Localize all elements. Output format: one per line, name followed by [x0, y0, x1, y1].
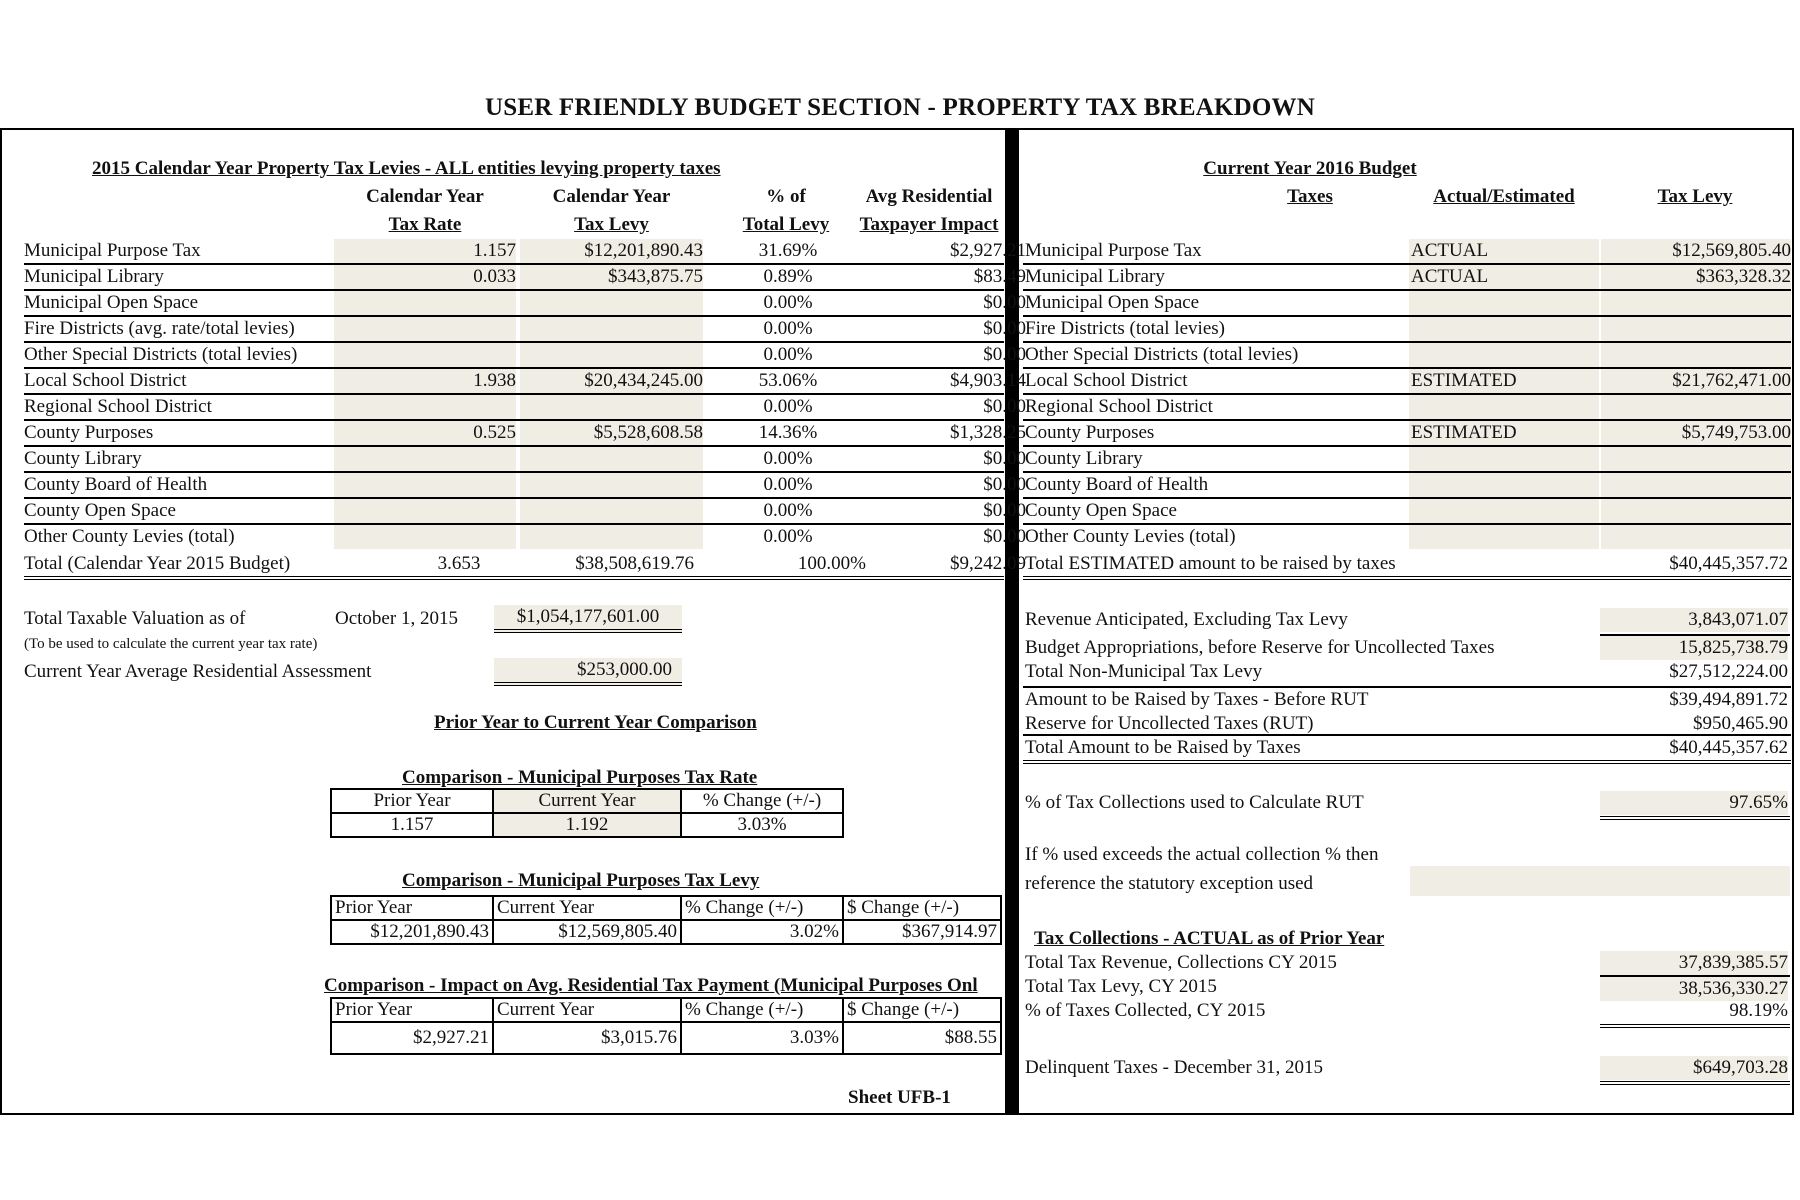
tax-rate [334, 525, 516, 549]
row-label: Municipal Open Space [1025, 292, 1200, 313]
cmp-impact-dollar-header: $ Change (+/-) [843, 998, 1001, 1022]
cmp-levy-pct-header: % Change (+/-) [681, 896, 843, 920]
total-pct: 100.00% [797, 553, 866, 574]
col-tax-levy-header: Tax Levy [1657, 186, 1733, 207]
tax-levy: $21,762,471.00 [1601, 369, 1791, 393]
tax-levy [520, 317, 703, 341]
taxpayer-impact: $0.00 [983, 292, 1026, 313]
pct-taxes-value: 98.19% [1729, 1000, 1788, 1021]
table-row [24, 343, 1026, 369]
cmp-impact-title: Comparison - Impact on Avg. Residential Tax Payment (Municipal Purposes Onl [324, 975, 978, 996]
row-label: County Board of Health [24, 474, 208, 495]
approp-value: 15,825,738.79 [1600, 636, 1788, 660]
rut-value: $950,465.90 [1693, 713, 1788, 734]
table-row [1023, 447, 1791, 473]
total-levy: $38,508,619.76 [575, 553, 694, 574]
tax-levy: $5,528,608.58 [520, 421, 703, 445]
delinquent-value: $649,703.28 [1600, 1056, 1788, 1080]
row-label: Municipal Open Space [24, 292, 199, 313]
row-label: County Purposes [1025, 422, 1155, 443]
taxpayer-impact: $0.00 [983, 396, 1026, 417]
cmp-rate-current: 1.192 [493, 813, 681, 837]
before-rut-label: Amount to be Raised by Taxes - Before RUT [1025, 689, 1369, 710]
delinquent-underline [1600, 1081, 1790, 1085]
tax-levy: $343,875.75 [520, 265, 703, 289]
pct-total: 0.00% [763, 526, 813, 547]
tax-levy [520, 525, 703, 549]
row-label: Fire Districts (avg. rate/total levies) [24, 318, 295, 339]
table-row [1023, 395, 1791, 421]
statutory-exception-field [1410, 866, 1790, 896]
col-taxes-header: Taxes [1287, 186, 1333, 207]
col-levy-header-2: Tax Levy [574, 214, 649, 235]
cmp-rate-prior-header: Prior Year [331, 789, 493, 813]
taxpayer-impact: $1,328.25 [950, 422, 1026, 443]
approp-label: Budget Appropriations, before Reserve for Uncollected Taxes [1025, 637, 1495, 658]
tax-levy [1601, 317, 1791, 341]
table-row [24, 525, 1026, 549]
pct-taxes-label: % of Taxes Collected, CY 2015 [1025, 1000, 1266, 1021]
row-label: Other Special Districts (total levies) [24, 344, 298, 365]
sheet-label: Sheet UFB-1 [848, 1087, 951, 1108]
right-section-title: Current Year 2016 Budget [1203, 158, 1417, 179]
total-underline [24, 576, 1004, 580]
table-row [1023, 239, 1791, 265]
cmp-rate-table [330, 788, 844, 838]
assessment-value: $253,000.00 [494, 658, 682, 686]
row-label: County Open Space [24, 500, 176, 521]
levies-table [24, 239, 1026, 549]
pct-total: 53.06% [758, 370, 818, 391]
row-label: Local School District [24, 370, 187, 391]
cmp-impact-prior: $2,927.21 [331, 1022, 493, 1054]
table-row [24, 239, 1026, 265]
total-raised-underline [1023, 760, 1791, 764]
rev-collect-value: 37,839,385.57 [1600, 951, 1788, 975]
cmp-levy-title: Comparison - Municipal Purposes Tax Levy [402, 870, 760, 891]
levy-cy-value: 38,536,330.27 [1600, 977, 1788, 1001]
taxpayer-impact: $0.00 [983, 526, 1026, 547]
table-row [1023, 291, 1791, 317]
frame-top-border [0, 128, 1794, 130]
total-raised-label: Total Amount to be Raised by Taxes [1025, 737, 1301, 758]
table-row [1023, 317, 1791, 343]
cmp-levy-current-header: Current Year [493, 896, 681, 920]
total-impact: $9,242.09 [950, 553, 1026, 574]
actual-estimated [1409, 447, 1599, 471]
frame-left-border [0, 128, 2, 1115]
tax-levy: $20,434,245.00 [520, 369, 703, 393]
actual-estimated [1409, 317, 1599, 341]
actual-estimated [1409, 291, 1599, 315]
actual-estimated: ACTUAL [1409, 265, 1599, 289]
pct-collect-underline [1600, 816, 1790, 820]
delinquent-label: Delinquent Taxes - December 31, 2015 [1025, 1057, 1324, 1078]
pct-total: 0.00% [763, 474, 813, 495]
actual-estimated [1409, 499, 1599, 523]
total-rate: 3.653 [437, 553, 481, 574]
tax-levy [520, 447, 703, 471]
row-label: Municipal Purpose Tax [24, 240, 201, 261]
cmp-rate-current-header: Current Year [493, 789, 681, 813]
actual-estimated [1409, 395, 1599, 419]
frame-right-border [1792, 128, 1794, 1115]
table-row [1023, 343, 1791, 369]
col-levy-header-1: Calendar Year [552, 186, 671, 207]
page-title: USER FRIENDLY BUDGET SECTION - PROPERTY TAX BREAKDOWN [485, 94, 1315, 121]
cmp-impact-dollar: $88.55 [843, 1022, 1001, 1054]
right-total-value: $40,445,357.72 [1669, 553, 1788, 574]
tax-rate [334, 473, 516, 497]
tax-rate: 1.938 [334, 369, 516, 393]
table-row [1023, 369, 1791, 395]
table-row [24, 499, 1026, 525]
assessment-label: Current Year Average Residential Assessment [24, 661, 372, 682]
col-rate-header-1: Calendar Year [366, 186, 484, 207]
tax-levy [1601, 343, 1791, 367]
taxpayer-impact: $0.00 [983, 344, 1026, 365]
tax-rate: 1.157 [334, 239, 516, 263]
taxpayer-impact: $2,927.21 [950, 240, 1026, 261]
row-label: Municipal Purpose Tax [1025, 240, 1202, 261]
pct-total: 31.69% [758, 240, 818, 261]
before-rut-value: $39,494,891.72 [1669, 689, 1788, 710]
table-row [1023, 421, 1791, 447]
exception-line-1: If % used exceeds the actual collection % then [1025, 844, 1379, 865]
table-row [24, 265, 1026, 291]
cmp-levy-dollar-header: $ Change (+/-) [843, 896, 1001, 920]
table-row [24, 317, 1026, 343]
row-label: Fire Districts (total levies) [1025, 318, 1225, 339]
tax-rate: 0.525 [334, 421, 516, 445]
exception-line-2: reference the statutory exception used [1025, 873, 1314, 894]
table-row [1023, 265, 1791, 291]
rev-collect-label: Total Tax Revenue, Collections CY 2015 [1025, 952, 1337, 973]
cmp-levy-current: $12,569,805.40 [493, 920, 681, 944]
row-label: County Purposes [24, 422, 154, 443]
pct-total: 14.36% [758, 422, 818, 443]
tax-levy: $5,749,753.00 [1601, 421, 1791, 445]
cmp-impact-table [330, 997, 1002, 1055]
actual-estimated [1409, 525, 1599, 549]
pct-total: 0.00% [763, 448, 813, 469]
table-row [24, 473, 1026, 499]
taxpayer-impact: $0.00 [983, 448, 1026, 469]
comparison-title: Prior Year to Current Year Comparison [434, 712, 757, 733]
cmp-rate-pct: 3.03% [681, 813, 843, 837]
tax-levy: $363,328.32 [1601, 265, 1791, 289]
col-pct-header-1: % of [766, 186, 806, 207]
tax-rate [334, 317, 516, 341]
row-label: Other Special Districts (total levies) [1025, 344, 1299, 365]
cmp-rate-pct-header: % Change (+/-) [681, 789, 843, 813]
table-row [1023, 499, 1791, 525]
col-impact-header-1: Avg Residential [865, 186, 993, 207]
valuation-label: Total Taxable Valuation as of [24, 608, 246, 629]
tax-levy [1601, 447, 1791, 471]
col-rate-header-2: Tax Rate [388, 214, 462, 235]
tax-levy [520, 473, 703, 497]
taxpayer-impact: $83.49 [973, 266, 1026, 287]
pct-total: 0.00% [763, 344, 813, 365]
tax-rate [334, 395, 516, 419]
levy-cy-label: Total Tax Levy, CY 2015 [1025, 976, 1217, 997]
tax-levy [520, 343, 703, 367]
tax-levy [520, 499, 703, 523]
nonmuni-value: $27,512,224.00 [1669, 661, 1788, 682]
valuation-note: (To be used to calculate the current year tax rate) [24, 636, 318, 652]
tax-rate [334, 447, 516, 471]
pct-taxes-underline [1600, 1024, 1790, 1028]
revenue-value: 3,843,071.07 [1600, 608, 1788, 632]
cmp-impact-current-header: Current Year [493, 998, 681, 1022]
table-row [24, 421, 1026, 447]
cmp-rate-prior: 1.157 [331, 813, 493, 837]
row-label: Regional School District [24, 396, 212, 417]
cmp-levy-prior: $12,201,890.43 [331, 920, 493, 944]
row-label: Other County Levies (total) [1025, 526, 1236, 547]
row-label: County Open Space [1025, 500, 1177, 521]
pct-total: 0.00% [763, 318, 813, 339]
tax-levy [1601, 473, 1791, 497]
row-label: County Board of Health [1025, 474, 1209, 495]
pct-total: 0.00% [763, 396, 813, 417]
cmp-levy-pct: 3.02% [681, 920, 843, 944]
taxpayer-impact: $0.00 [983, 318, 1026, 339]
cmp-impact-pct: 3.03% [681, 1022, 843, 1054]
actual-estimated [1409, 473, 1599, 497]
tax-levy [1601, 525, 1791, 549]
taxpayer-impact: $0.00 [983, 500, 1026, 521]
table-row [24, 291, 1026, 317]
row-label: Regional School District [1025, 396, 1213, 417]
cmp-impact-pct-header: % Change (+/-) [681, 998, 843, 1022]
cmp-rate-title: Comparison - Municipal Purposes Tax Rate [402, 767, 758, 788]
col-actual-est-header: Actual/Estimated [1433, 186, 1575, 207]
frame-bottom-border [0, 1113, 1794, 1115]
levies-total-row [24, 552, 1026, 578]
pct-total: 0.00% [763, 292, 813, 313]
cmp-levy-dollar: $367,914.97 [843, 920, 1001, 944]
col-impact-header-2: Taxpayer Impact [859, 214, 999, 235]
tax-levy [1601, 395, 1791, 419]
revenue-label: Revenue Anticipated, Excluding Tax Levy [1025, 609, 1348, 630]
row-label: Municipal Library [1025, 266, 1165, 287]
nonmuni-label: Total Non-Municipal Tax Levy [1025, 661, 1263, 682]
left-section-title: 2015 Calendar Year Property Tax Levies - ALL entities levying property taxes [92, 158, 721, 179]
row-label: Local School District [1025, 370, 1188, 391]
table-row [24, 395, 1026, 421]
total-label: Total (Calendar Year 2015 Budget) [24, 553, 291, 574]
tax-rate [334, 343, 516, 367]
row-label: County Library [1025, 448, 1143, 469]
taxpayer-impact: $0.00 [983, 474, 1026, 495]
tax-levy [1601, 291, 1791, 315]
rut-label: Reserve for Uncollected Taxes (RUT) [1025, 713, 1314, 734]
cmp-levy-prior-header: Prior Year [331, 896, 493, 920]
tax-levy [1601, 499, 1791, 523]
cmp-impact-current: $3,015.76 [493, 1022, 681, 1054]
tax-levy: $12,201,890.43 [520, 239, 703, 263]
actual-estimated: ESTIMATED [1409, 369, 1599, 393]
row-label: Other County Levies (total) [24, 526, 235, 547]
actual-estimated: ACTUAL [1409, 239, 1599, 263]
tax-rate: 0.033 [334, 265, 516, 289]
taxpayer-impact: $4,903.14 [950, 370, 1026, 391]
tax-rate [334, 499, 516, 523]
valuation-date: October 1, 2015 [335, 608, 458, 629]
row-label: County Library [24, 448, 142, 469]
table-row [1023, 525, 1791, 549]
pct-collect-label: % of Tax Collections used to Calculate RUT [1025, 792, 1364, 813]
table-row [24, 369, 1026, 395]
collections-title: Tax Collections - ACTUAL as of Prior Year [1034, 928, 1385, 949]
total-raised-value: $40,445,357.62 [1669, 737, 1788, 758]
pct-total: 0.89% [763, 266, 813, 287]
actual-estimated [1409, 343, 1599, 367]
tax-levy [520, 395, 703, 419]
right-total-label: Total ESTIMATED amount to be raised by taxes [1025, 553, 1396, 574]
tax-rate [334, 291, 516, 315]
cmp-impact-prior-header: Prior Year [331, 998, 493, 1022]
pct-total: 0.00% [763, 500, 813, 521]
tax-levy: $12,569,805.40 [1601, 239, 1791, 263]
pct-collect-value: 97.65% [1600, 791, 1788, 815]
cmp-levy-table [330, 895, 1002, 945]
col-pct-header-2: Total Levy [742, 214, 830, 235]
actual-estimated: ESTIMATED [1409, 421, 1599, 445]
table-row [1023, 473, 1791, 499]
table-row [24, 447, 1026, 473]
valuation-value: $1,054,177,601.00 [494, 605, 682, 633]
right-total-underline [1023, 576, 1791, 580]
tax-levy [520, 291, 703, 315]
row-label: Municipal Library [24, 266, 164, 287]
budget-taxes-table [1023, 239, 1791, 549]
